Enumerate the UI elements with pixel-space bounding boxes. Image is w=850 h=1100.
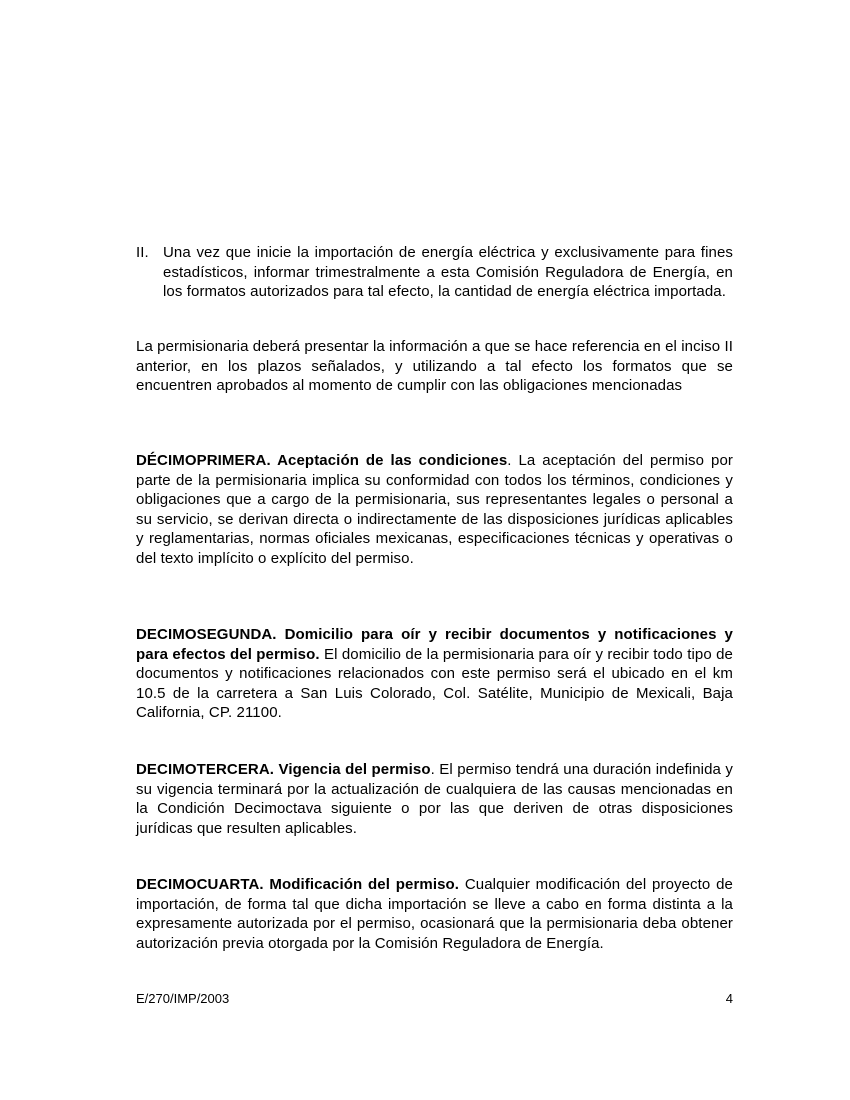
paragraph-reporting-obligation [136,337,733,396]
paragraph-decimosegunda [136,625,733,723]
paragraph-decimocuarta [136,875,733,953]
footer-document-code: E/270/IMP/2003 [136,991,230,1006]
page-footer [136,991,733,1007]
clause-ii-paragraph [136,243,733,302]
paragraph-body-text: El domicilio de la permisionaria para oír y recibir todo tipo de documentos y notificaciones relacionados con este permiso será el ubicado en el km 10.5 de la carretera a San Luis Colorado, Col. Satélite, Municipio de Mexicali, Baja California, CP. 21100. [136,645,733,721]
paragraph-bold-lead: DECIMOSEGUNDA. Domicilio para oír y recibir documentos y notificaciones y para efectos del permiso. [136,626,733,663]
paragraph-bold-lead: DECIMOCUARTA. Modificación del permiso. [136,876,460,893]
paragraph-body-text: La permisionaria deberá presentar la información a que se hace referencia en el inciso II anterior, en los plazos señalados, y utilizando a tal efecto los formatos que se encuentren aprobados al momento de cumplir con las obligaciones mencionadas [136,338,733,394]
paragraph-decimotercera [136,760,733,838]
footer-page-number: 4 [725,991,733,1006]
paragraph-bold-lead: DÉCIMOPRIMERA. Aceptación de las condiciones [136,452,508,469]
clause-ii-text: Una vez que inicie la importación de energía eléctrica y exclusivamente para fines estadísticos, informar trimestralmente a esta Comisión Reguladora de Energía, en los formatos autorizados para tal efecto, la cantidad de energía eléctrica importada. [163,244,733,300]
clause-ii-marker: II. [136,244,149,261]
paragraph-body-text: . El permiso tendrá una duración indefinida y su vigencia terminará por la actualización de cualquiera de las causas mencionadas en la Condición Decimoctava siguiente o por las que deriven de otras disposiciones jurídicas que resulten aplicables. [136,761,733,837]
paragraph-decimoprimera [136,451,733,568]
paragraph-bold-lead: DECIMOTERCERA. Vigencia del permiso [136,761,431,778]
paragraph-body-text: Cualquier modificación del proyecto de importación, de forma tal que dicha importación se lleve a cabo en forma distinta a la expresamente autorizada por el permiso, ocasionará que la permisionaria deba obtener autorización previa otorgada por la Comisión Reguladora de Energía. [136,876,733,952]
paragraph-body-text: . La aceptación del permiso por parte de la permisionaria implica su conformidad con todos los términos, condiciones y obligaciones que a cargo de la permisionaria, sus representantes legales o personal a su servicio, se derivan directa o indirectamente de las disposiciones jurídicas aplicables y reglamentarias, normas oficiales mexicanas, especificaciones técnicas y operativas o del texto implícito o explícito del permiso. [136,452,734,567]
